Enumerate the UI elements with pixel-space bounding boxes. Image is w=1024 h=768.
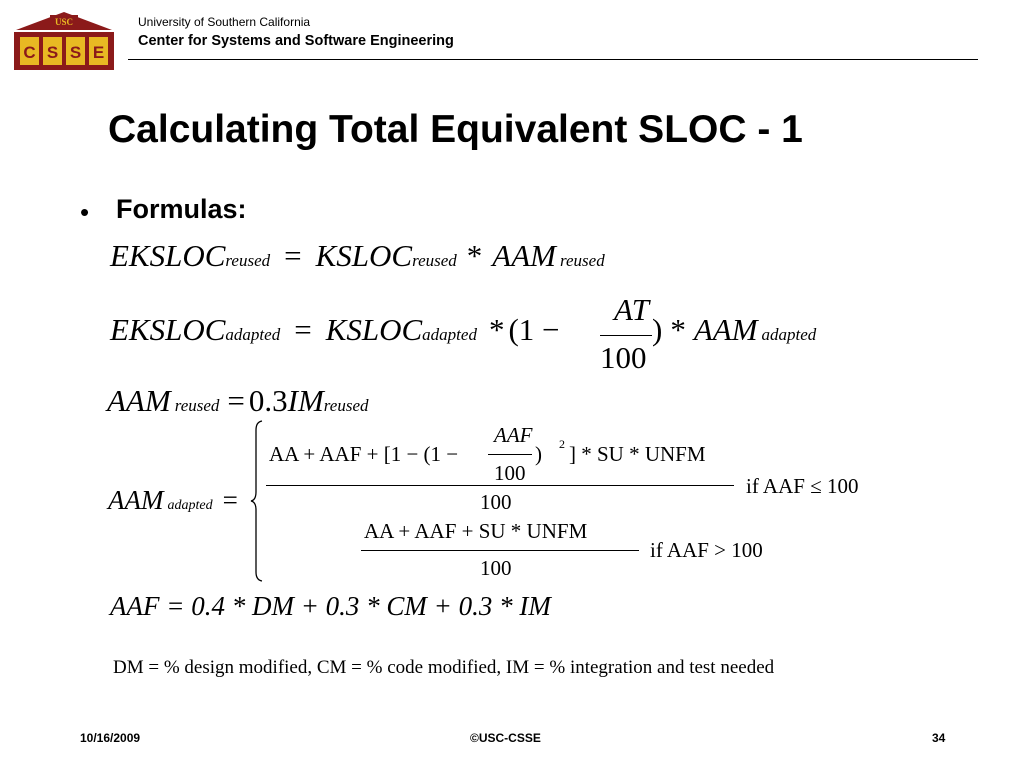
f4-case1-inner-num [494,423,532,448]
f4-case2-num: AA + AAF + SU * UNFM [364,519,588,543]
slide-title: Calculating Total Equivalent SLOC - 1 [108,108,803,151]
logo-letter-c: C [23,43,36,62]
f4-case1-den: 100 [480,490,512,514]
bullet-formulas: Formulas: [116,194,247,224]
bullet-dot: • [80,197,90,227]
footer-page-number: 34 [932,731,946,745]
f2-lhs-sub: adapted [225,325,281,344]
f2-eq: = [294,312,312,347]
formula-eksloc-adapted [110,312,560,348]
formula-aaf: AAF = 0.4 * DM + 0.3 * CM + 0.3 * IM [110,591,551,621]
f4-case2-line [361,550,639,551]
f2-close: ) [652,312,663,347]
csse-logo [10,10,118,74]
f2-num-text: AT [614,292,650,327]
f2-open: (1 − [508,312,560,347]
f1-eq: = [284,238,302,273]
formula-aam-adapted-lhs [108,485,238,516]
center-name: Center for Systems and Software Engineering [138,33,454,49]
f4-case1-inner-num-text: AAF [494,423,533,447]
f4-case1-inner-line [488,454,532,455]
university-name: University of Southern California [138,15,311,29]
formula-aam-reused [107,383,369,419]
f4-case1-inner-den: 100 [494,461,526,485]
formula-eksloc-reused [110,238,605,274]
logo-usc-text: USC [54,17,74,27]
f3-lhs-sub: reused [174,396,220,415]
f4-case1-num-c: ] * SU * UNFM [569,442,706,466]
f2-frac-den: 100 [600,340,647,375]
logo-letter-s1: S [46,43,59,62]
f4-case1-num-a: AA + AAF + [1 − (1 − [269,442,459,466]
f4-case1-num-b: ) [535,442,542,466]
f1-t1-sub: reused [412,251,457,270]
f4-case1-main-line [266,485,734,486]
f3-t1: IM [287,383,324,418]
footer-date: 10/16/2009 [80,731,141,745]
f2-lhs: EKSLOC [110,312,226,347]
f1-t1: KSLOC [315,238,413,273]
header-divider [128,59,978,60]
f4-case2-cond: if AAF > 100 [650,538,763,562]
f4-lhs: AAM [108,485,164,515]
f4-brace [250,420,264,582]
f4-case2-den: 100 [480,556,512,580]
logo-letter-s2: S [69,43,82,62]
f2-t2: AAM [693,312,758,347]
f2-t1: KSLOC [325,312,423,347]
f1-lhs-sub: reused [225,251,271,270]
f2-tail [652,312,816,348]
f2-op2: * [670,312,686,347]
f2-frac-num [614,292,649,328]
f2-t2-sub: adapted [761,325,817,344]
f2-op: * [488,312,505,347]
logo-letter-e: E [92,43,105,62]
f3-lhs: AAM [107,383,171,418]
f1-t2: AAM [492,238,556,273]
footer-copyright: ©USC-CSSE [470,731,541,745]
f2-t1-sub: adapted [422,325,477,344]
definitions-note: DM = % design modified, CM = % code modified, IM = % integration and test needed [113,657,775,678]
f4-case1-cond: if AAF ≤ 100 [746,474,859,498]
f3-eq: = [227,383,245,418]
f1-lhs: EKSLOC [110,238,226,273]
f4-case1-exp: 2 [559,437,565,451]
f3-val: 0.3 [248,383,288,418]
f1-op: * [466,238,483,273]
f4-eq: = [222,485,238,515]
f3-t1-sub: reused [323,396,369,415]
f1-t2-sub: reused [560,251,605,270]
f2-frac-line [600,335,652,336]
f4-lhs-sub: adapted [167,498,213,513]
